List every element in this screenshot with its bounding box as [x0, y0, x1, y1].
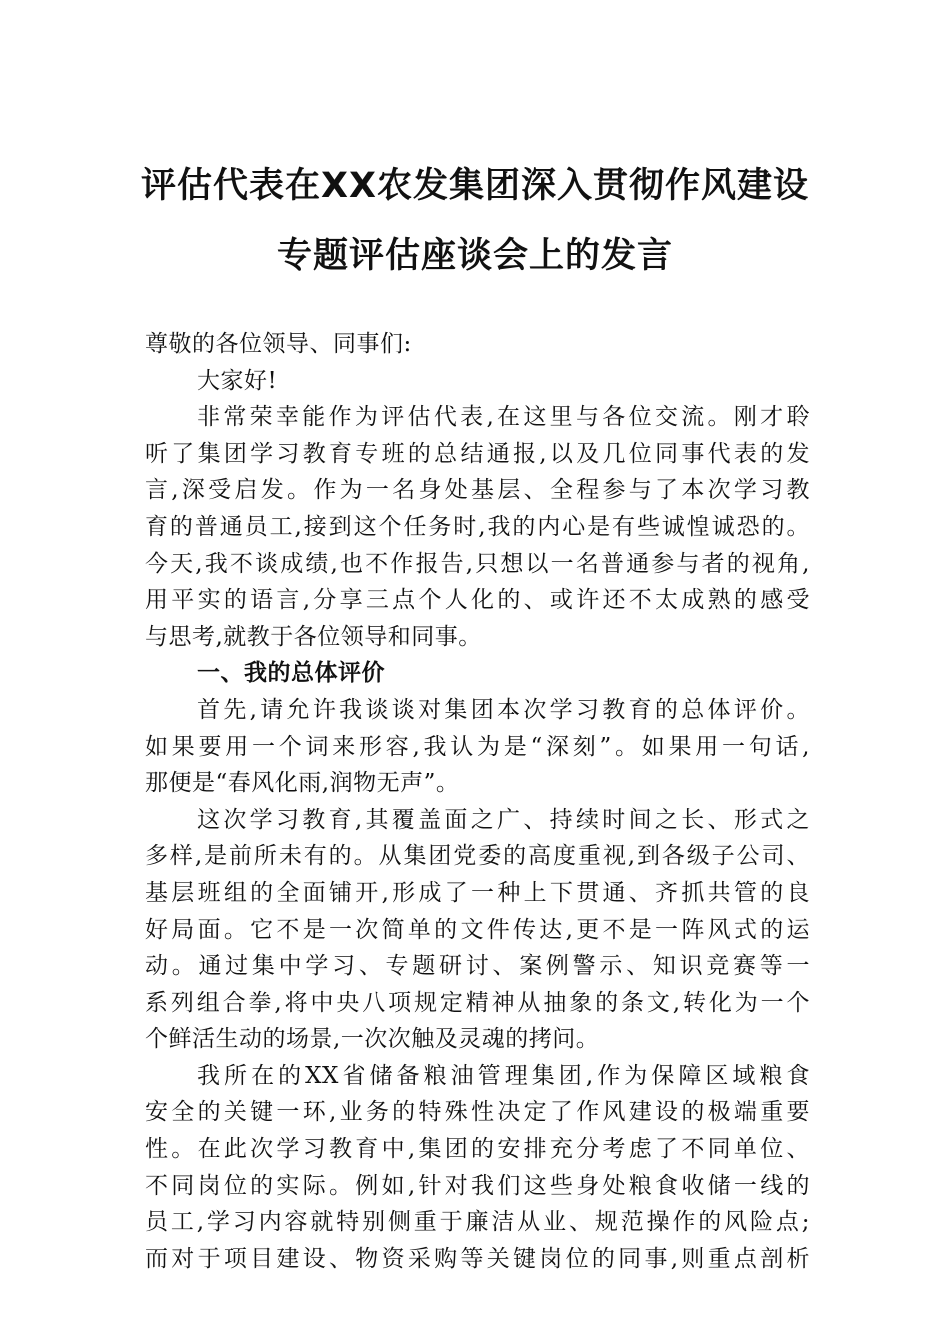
paragraph-line: 今天,我不谈成绩,也不作报告,只想以一名普通参与者的视角,	[145, 550, 810, 577]
document-title-line-2: 专题评估座谈会上的发言	[276, 236, 673, 276]
paragraph-line: 用平实的语言,分享三点个人化的、或许还不太成熟的感受	[145, 587, 810, 614]
paragraph-line: 育的普通员工,接到这个任务时,我的内心是有些诚惶诚恐的。	[145, 513, 810, 540]
paragraph-line: 首先,请允许我谈谈对集团本次学习教育的总体评价。	[197, 696, 810, 723]
paragraph-line: 系列组合拳,将中央八项规定精神从抽象的条文,转化为一个	[145, 989, 810, 1016]
paragraph-line: 我所在的XX省储备粮油管理集团,作为保障区域粮食	[197, 1062, 810, 1089]
greeting: 大家好!	[197, 367, 278, 394]
paragraph-line: 而对于项目建设、物资采购等关键岗位的同事,则重点剖析	[145, 1245, 810, 1272]
paragraph-line: 如果要用一个词来形容,我认为是“深刻”。如果用一句话,	[145, 733, 810, 760]
paragraph-line: 不同岗位的实际。例如,针对我们这些身处粮食收储一线的	[145, 1172, 810, 1199]
paragraph-line: 言,深受启发。作为一名身处基层、全程参与了本次学习教	[145, 477, 810, 504]
document-body	[145, 326, 810, 1277]
paragraph-line: 这次学习教育,其覆盖面之广、持续时间之长、形式之	[197, 806, 810, 833]
paragraph-line: 非常荣幸能作为评估代表,在这里与各位交流。刚才聆	[197, 404, 810, 431]
paragraph-line: 好局面。它不是一次简单的文件传达,更不是一阵风式的运	[145, 916, 810, 943]
paragraph-line: 动。通过集中学习、专题研讨、案例警示、知识竞赛等一	[145, 953, 810, 980]
salutation: 尊敬的各位领导、同事们:	[145, 331, 412, 357]
section-heading: 一、我的总体评价	[197, 660, 385, 687]
paragraph-line: 那便是“春风化雨,润物无声”。	[145, 770, 460, 797]
paragraph-line: 与思考,就教于各位领导和同事。	[145, 623, 482, 650]
paragraph-line: 听了集团学习教育专班的总结通报,以及几位同事代表的发	[145, 440, 810, 467]
paragraph-line: 基层班组的全面铺开,形成了一种上下贯通、齐抓共管的良	[145, 879, 810, 906]
paragraph-line: 个鲜活生动的场景,一次次触及灵魂的拷问。	[145, 1026, 600, 1053]
paragraph-line: 员工,学习内容就特别侧重于廉洁从业、规范操作的风险点;	[145, 1209, 810, 1236]
paragraph-line: 多样,是前所未有的。从集团党委的高度重视,到各级子公司、	[145, 843, 810, 870]
paragraph-line: 安全的关键一环,业务的特殊性决定了作风建设的极端重要	[145, 1099, 810, 1126]
paragraph-line: 性。在此次学习教育中,集团的安排充分考虑了不同单位、	[145, 1136, 810, 1163]
document-title-line-1: 评估代表在XX农发集团深入贯彻作风建设	[141, 166, 809, 206]
